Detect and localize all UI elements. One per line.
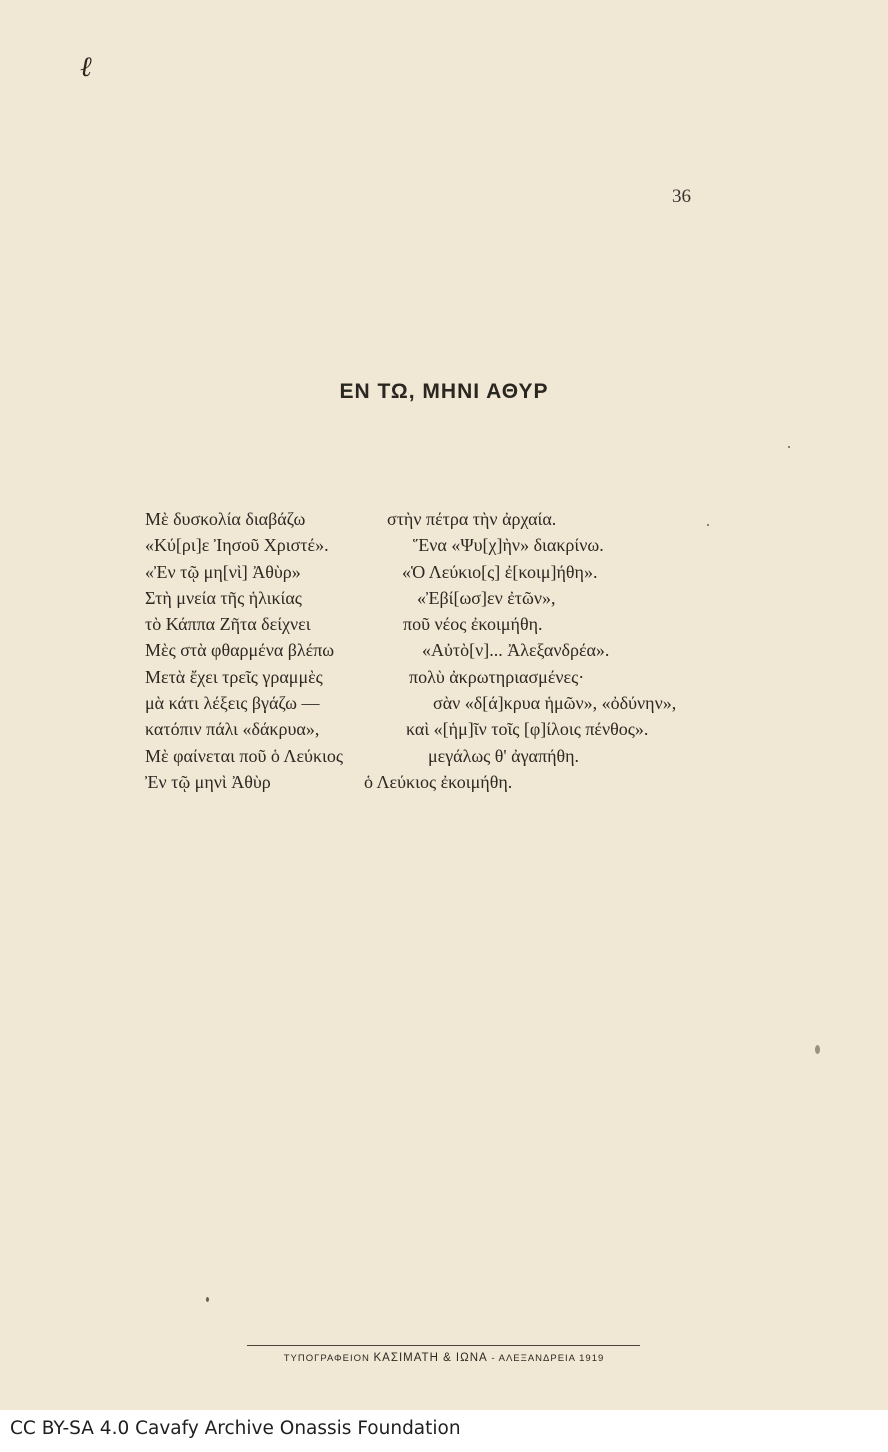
line-right: μεγάλως θ' ἀγαπήθη. xyxy=(428,745,580,766)
line-left: «Ἐν τῷ μη[νὶ] Ἀθὺρ» xyxy=(145,561,301,582)
line-right: στὴν πέτρα τὴν ἀρχαία. xyxy=(387,509,557,529)
page-number: 36 xyxy=(672,186,691,207)
printer-imprint xyxy=(0,1352,888,1364)
line-right: ποῦ νέος ἐκοιμήθη. xyxy=(403,614,543,635)
line-left: Μὲς στὰ φθαρμένα βλέπω xyxy=(145,640,335,661)
paper-speck xyxy=(707,524,709,526)
line-left: Στὴ μνεία τῆς ἡλικίας xyxy=(145,587,302,608)
line-left: «Κύ[ρι]ε Ἰησοῦ Χριστέ». xyxy=(145,535,329,556)
line-left: Μὲ φαίνεται ποῦ ὁ Λεύκιος xyxy=(145,745,343,766)
handwritten-mark: ℓ xyxy=(80,50,92,83)
poem-line xyxy=(145,772,785,798)
line-right: Ἕνα «Ψυ[χ]ὴν» διακρίνω. xyxy=(413,535,604,556)
paper-speck xyxy=(788,446,790,448)
paper-speck xyxy=(206,1297,209,1302)
poem-line xyxy=(145,746,785,772)
poem-line xyxy=(145,640,785,666)
poem-body xyxy=(145,509,785,798)
poem-line xyxy=(145,509,785,535)
poem-line xyxy=(145,719,785,745)
poem-line xyxy=(145,667,785,693)
poem-line xyxy=(145,588,785,614)
line-right: «Ἐβί[ωσ]εν ἐτῶν», xyxy=(417,587,556,608)
line-right: «Αὐτὸ[ν]... Ἀλεξανδρέα». xyxy=(422,640,610,661)
line-right: καὶ «[ἡμ]ῖν τοῖς [φ]ίλοις πένθος». xyxy=(406,719,649,740)
line-right: σὰν «δ[ά]κρυα ἡμῶν», «ὀδύνην», xyxy=(433,693,677,714)
printer-name: ΚΑΣΙΜΑΤΗ & ΙΩΝΑ xyxy=(373,1352,488,1364)
line-right: ὁ Λεύκιος ἐκοιμήθη. xyxy=(364,771,513,792)
printer-suffix: - ΑΛΕΞΑΝΔΡΕΙΑ 1919 xyxy=(491,1353,605,1364)
poem-title: ΕΝ ΤΩ, ΜΗΝΙ ΑΘΥΡ xyxy=(339,380,549,403)
poem-line xyxy=(145,535,785,561)
printer-prefix: ΤΥΠΟΓΡΑΦΕΙΟΝ xyxy=(283,1353,370,1364)
line-right: «Ὁ Λεύκιο[ς] ἐ[κοιμ]ήθη». xyxy=(402,561,598,582)
footer-rule xyxy=(247,1345,640,1346)
image-credit: CC BY-SA 4.0 Cavafy Archive Onassis Foundation xyxy=(10,1418,461,1439)
line-left: τὸ Κάππα Ζῆτα δείχνει xyxy=(145,614,311,635)
line-left: μὰ κάτι λέξεις βγάζω — xyxy=(145,693,320,714)
line-left: κατόπιν πάλι «δάκρυα», xyxy=(145,719,320,740)
line-left: Μὲ δυσκολία διαβάζω xyxy=(145,509,306,529)
line-left: Μετὰ ἔχει τρεῖς γραμμὲς xyxy=(145,666,323,687)
poem-line xyxy=(145,693,785,719)
line-right: πολὺ ἀκρωτηριασμένες· xyxy=(409,666,585,687)
poem-line xyxy=(145,562,785,588)
paper-speck xyxy=(815,1045,820,1054)
line-left: Ἐν τῷ μηνὶ Ἀθὺρ xyxy=(145,771,271,792)
poem-line xyxy=(145,614,785,640)
